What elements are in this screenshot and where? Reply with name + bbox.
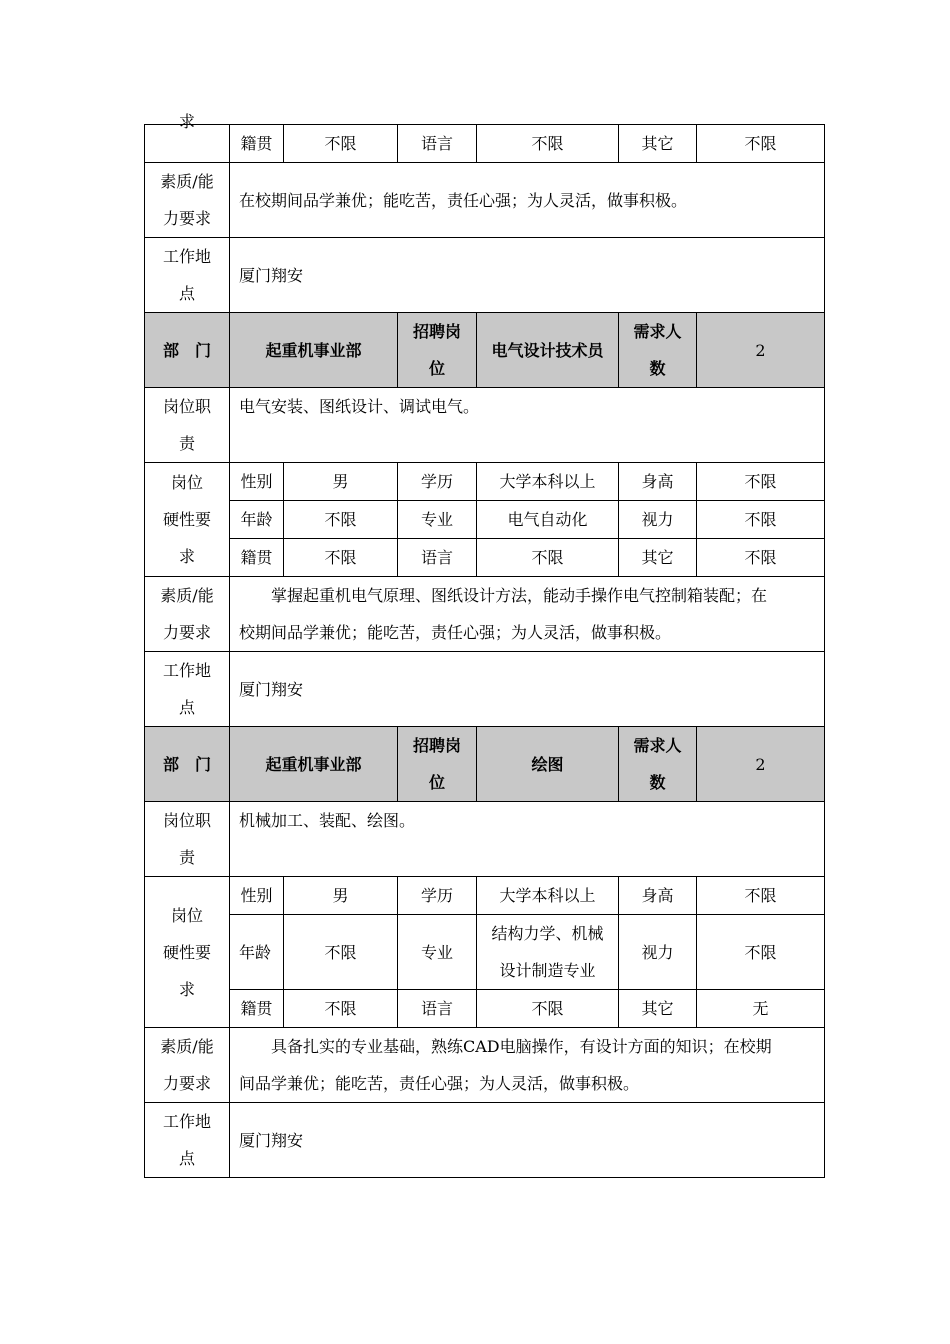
hard-req-label-tail: 求 (145, 125, 230, 163)
duty-row (145, 388, 825, 463)
education-label: 学历 (398, 877, 477, 915)
height-value: 不限 (697, 463, 825, 501)
other-value: 不限 (697, 125, 825, 163)
age-value: 不限 (284, 501, 398, 539)
education-value: 大学本科以上 (477, 463, 619, 501)
location-text: 厦门翔安 (230, 238, 825, 313)
post-label: 招聘岗 位 (398, 313, 477, 388)
post-label: 招聘岗 位 (398, 727, 477, 802)
duty-row (145, 802, 825, 877)
quality-row (145, 1028, 825, 1103)
age-label: 年龄 (230, 501, 284, 539)
language-label: 语言 (398, 125, 477, 163)
job-header-row (145, 727, 825, 802)
major-value: 结构力学、机械 设计制造专业 (477, 915, 619, 990)
origin-label: 籍贯 (230, 125, 284, 163)
count-value: 2 (697, 313, 825, 388)
height-label: 身高 (619, 463, 697, 501)
vision-label: 视力 (619, 915, 697, 990)
hard-row (145, 501, 825, 539)
location-label: 工作地 点 (145, 1103, 230, 1178)
major-label: 专业 (398, 915, 477, 990)
hard-row (145, 539, 825, 577)
vision-value: 不限 (697, 915, 825, 990)
count-label: 需求人 数 (619, 727, 697, 802)
duty-text: 机械加工、装配、绘图。 (230, 802, 825, 877)
education-label: 学历 (398, 463, 477, 501)
quality-text: 在校期间品学兼优；能吃苦，责任心强；为人灵活，做事积极。 (230, 163, 825, 238)
height-label: 身高 (619, 877, 697, 915)
dept-value: 起重机事业部 (230, 727, 398, 802)
education-value: 大学本科以上 (477, 877, 619, 915)
origin-value: 不限 (284, 539, 398, 577)
recruitment-table (144, 112, 825, 1178)
duty-label: 岗位职 责 (145, 388, 230, 463)
quality-text: 掌握起重机电气原理、图纸设计方法，能动手操作电气控制箱装配；在 校期间品学兼优；能吃苦，责任心强；为人灵活，做事积极。 (230, 577, 825, 652)
other-label: 其它 (619, 539, 697, 577)
origin-row (145, 125, 825, 163)
location-text: 厦门翔安 (230, 652, 825, 727)
quality-label: 素质/能 力要求 (145, 163, 230, 238)
vision-label: 视力 (619, 501, 697, 539)
dept-label: 部 门 (145, 727, 230, 802)
age-label: 年龄 (230, 915, 284, 990)
origin-value: 不限 (284, 125, 398, 163)
count-label: 需求人 数 (619, 313, 697, 388)
height-value: 不限 (697, 877, 825, 915)
post-value: 电气设计技术员 (477, 313, 619, 388)
job-header-row (145, 313, 825, 388)
other-value: 不限 (697, 539, 825, 577)
major-value: 电气自动化 (477, 501, 619, 539)
age-value: 不限 (284, 915, 398, 990)
quality-text: 具备扎实的专业基础，熟练CAD电脑操作，有设计方面的知识；在校期 间品学兼优；能吃苦，责任心强；为人灵活，做事积极。 (230, 1028, 825, 1103)
quality-label: 素质/能 力要求 (145, 577, 230, 652)
location-row (145, 1103, 825, 1178)
vision-value: 不限 (697, 501, 825, 539)
hard-req-label: 岗位 硬性要 求 (145, 877, 230, 1028)
language-value: 不限 (477, 990, 619, 1028)
language-label: 语言 (398, 539, 477, 577)
origin-label: 籍贯 (230, 539, 284, 577)
dept-label: 部 门 (145, 313, 230, 388)
hard-row (145, 990, 825, 1028)
quality-row (145, 577, 825, 652)
hard-row (145, 915, 825, 990)
duty-text: 电气安装、图纸设计、调试电气。 (230, 388, 825, 463)
hard-row (145, 877, 825, 915)
other-label: 其它 (619, 990, 697, 1028)
hard-row (145, 463, 825, 501)
location-text: 厦门翔安 (230, 1103, 825, 1178)
location-label: 工作地 点 (145, 652, 230, 727)
gender-value: 男 (284, 463, 398, 501)
count-value: 2 (697, 727, 825, 802)
major-label: 专业 (398, 501, 477, 539)
gender-label: 性别 (230, 877, 284, 915)
origin-label: 籍贯 (230, 990, 284, 1028)
gender-label: 性别 (230, 463, 284, 501)
hard-req-label: 岗位 硬性要 求 (145, 463, 230, 577)
gender-value: 男 (284, 877, 398, 915)
duty-label: 岗位职 责 (145, 802, 230, 877)
origin-value: 不限 (284, 990, 398, 1028)
location-label: 工作地 点 (145, 238, 230, 313)
other-value: 无 (697, 990, 825, 1028)
quality-label: 素质/能 力要求 (145, 1028, 230, 1103)
post-value: 绘图 (477, 727, 619, 802)
quality-row (145, 163, 825, 238)
language-label: 语言 (398, 990, 477, 1028)
other-label: 其它 (619, 125, 697, 163)
language-value: 不限 (477, 539, 619, 577)
dept-value: 起重机事业部 (230, 313, 398, 388)
location-row (145, 652, 825, 727)
language-value: 不限 (477, 125, 619, 163)
location-row (145, 238, 825, 313)
